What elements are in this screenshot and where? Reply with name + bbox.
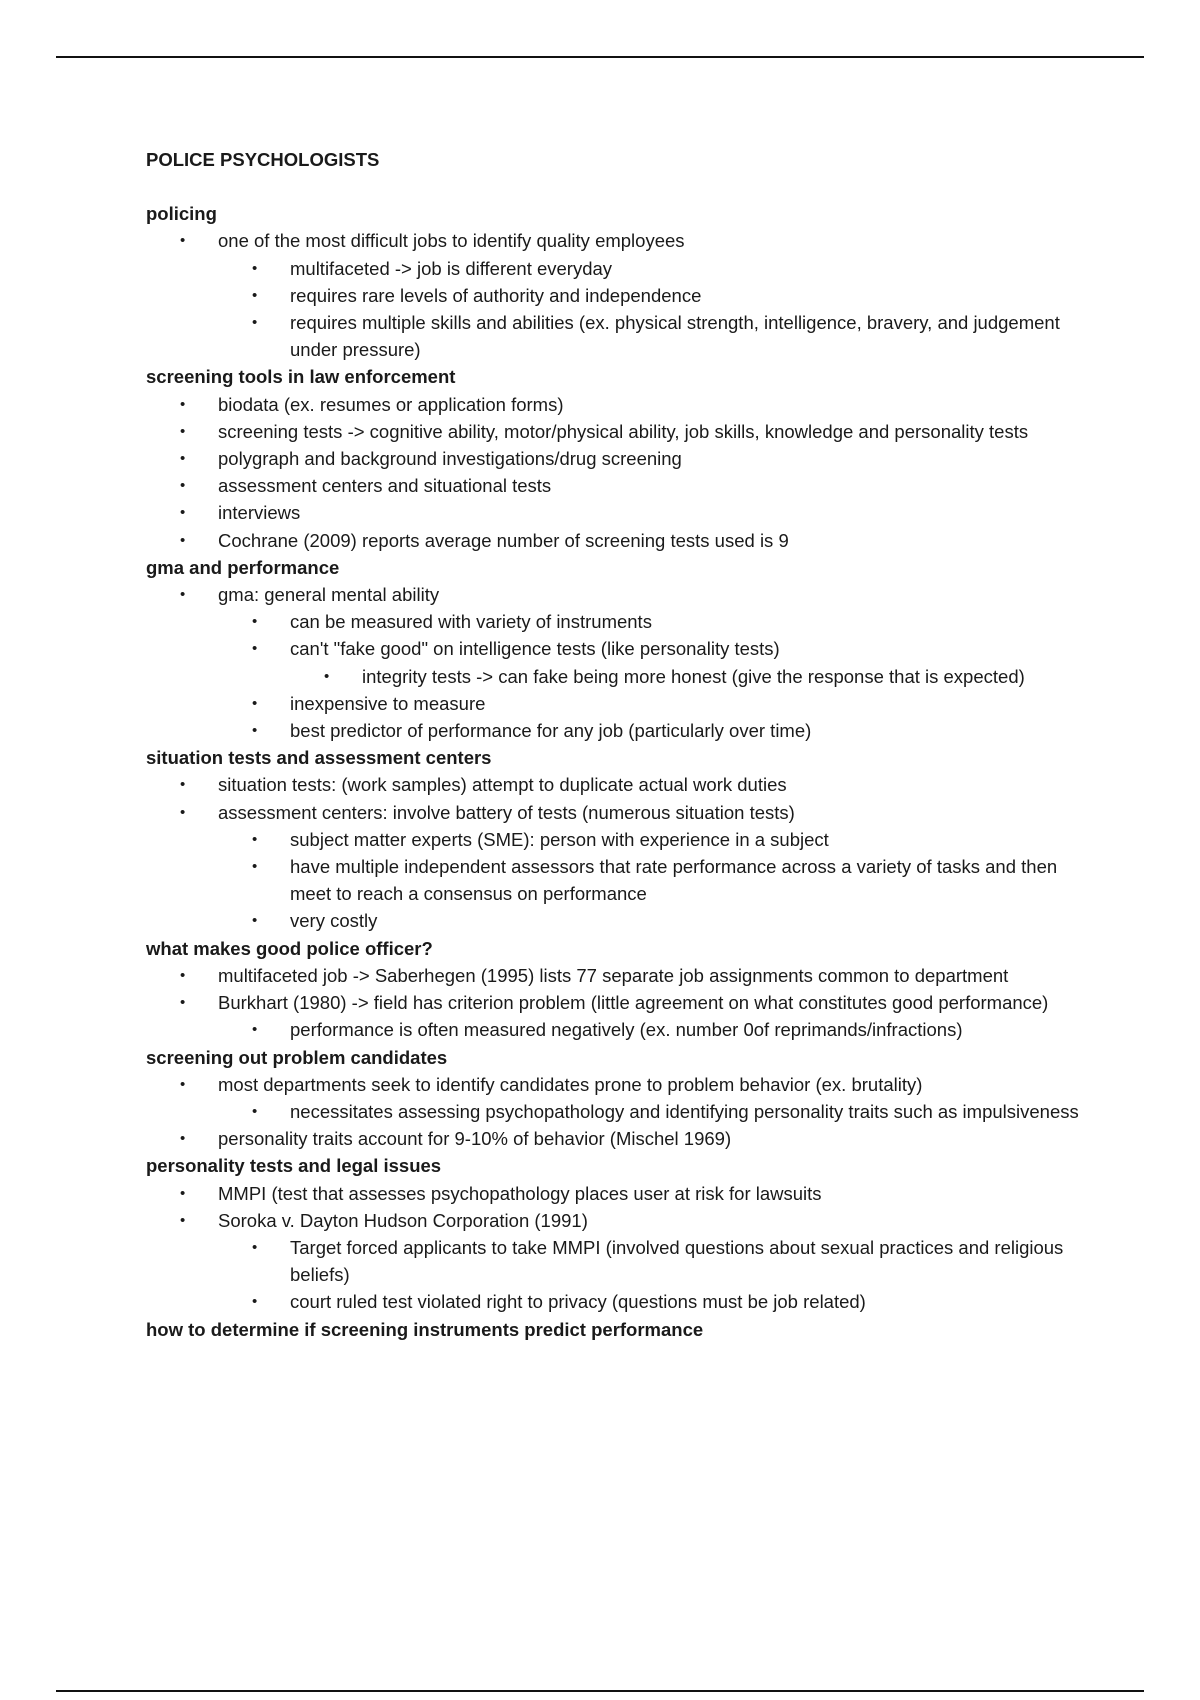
list-item-text: have multiple independent assessors that rate performance across a variety of tasks and then meet to reach a consensus on performance xyxy=(290,856,1058,905)
bullet-list xyxy=(146,227,1096,363)
bullet-icon: • xyxy=(252,912,258,930)
list-item-text: one of the most difficult jobs to identify quality employees xyxy=(218,230,685,252)
list-item-text: requires rare levels of authority and independence xyxy=(290,284,702,306)
list-item-text: assessment centers: involve battery of tests (numerous situation tests) xyxy=(218,801,795,823)
list-item xyxy=(146,853,1096,907)
list-item-text: court ruled test violated right to privacy (questions must be job related) xyxy=(290,1291,866,1313)
bullet-icon: • xyxy=(252,694,258,712)
bullet-icon: • xyxy=(180,966,186,984)
bullet-icon: • xyxy=(180,422,186,440)
section-heading: personality tests and legal issues xyxy=(146,1155,442,1177)
bullet-icon: • xyxy=(180,1184,186,1202)
list-item-text: very costly xyxy=(290,910,378,932)
top-rule xyxy=(56,56,1144,58)
list-item xyxy=(146,309,1096,363)
section-heading: what makes good police officer? xyxy=(146,937,433,959)
list-item-text: can be measured with variety of instruments xyxy=(290,611,652,633)
list-item-text: necessitates assessing psychopathology and identifying personality traits such as impulsiveness xyxy=(290,1100,1079,1122)
bullet-icon: • xyxy=(180,232,186,250)
list-item xyxy=(146,499,1096,526)
list-item xyxy=(146,445,1096,472)
list-item xyxy=(146,907,1096,934)
section-heading: how to determine if screening instruments predict performance xyxy=(146,1318,704,1340)
bullet-icon: • xyxy=(180,395,186,413)
bullet-icon: • xyxy=(180,1075,186,1093)
bullet-icon: • xyxy=(252,1021,258,1039)
section-heading: situation tests and assessment centers xyxy=(146,747,492,769)
bullet-icon: • xyxy=(252,1293,258,1311)
bullet-list xyxy=(146,1180,1096,1316)
list-item xyxy=(146,472,1096,499)
list-item xyxy=(146,690,1096,717)
list-item xyxy=(146,771,1096,798)
list-item-text: best predictor of performance for any job (particularly over time) xyxy=(290,720,812,742)
list-item xyxy=(146,799,1096,826)
list-item-text: subject matter experts (SME): person with experience in a subject xyxy=(290,828,829,850)
bullet-icon: • xyxy=(180,776,186,794)
list-item-text: performance is often measured negatively (ex. number 0of reprimands/infractions) xyxy=(290,1019,963,1041)
list-item xyxy=(146,1016,1096,1043)
list-item-text: MMPI (test that assesses psychopathology places user at risk for lawsuits xyxy=(218,1182,822,1204)
list-item-text: can't "fake good" on intelligence tests (like personality tests) xyxy=(290,638,780,660)
list-item xyxy=(146,1207,1096,1234)
bullet-icon: • xyxy=(180,450,186,468)
list-item-text: assessment centers and situational tests xyxy=(218,475,552,497)
list-item-text: inexpensive to measure xyxy=(290,692,486,714)
section-heading: policing xyxy=(146,203,217,225)
sections-container xyxy=(146,200,1096,1343)
bullet-icon: • xyxy=(324,667,330,685)
bullet-list xyxy=(146,962,1096,1044)
list-item-text: Burkhart (1980) -> field has criterion problem (little agreement on what constitutes good performance) xyxy=(218,992,1049,1014)
list-item xyxy=(146,581,1096,608)
list-item xyxy=(146,391,1096,418)
list-item xyxy=(146,663,1096,690)
list-item xyxy=(146,418,1096,445)
bullet-icon: • xyxy=(252,830,258,848)
bullet-icon: • xyxy=(252,858,258,876)
list-item xyxy=(146,1071,1096,1098)
document-body xyxy=(146,146,1096,1343)
list-item-text: polygraph and background investigations/drug screening xyxy=(218,448,682,470)
bullet-list xyxy=(146,391,1096,554)
list-item xyxy=(146,989,1096,1016)
list-item xyxy=(146,527,1096,554)
list-item xyxy=(146,962,1096,989)
bullet-list xyxy=(146,581,1096,744)
list-item xyxy=(146,282,1096,309)
list-item xyxy=(146,255,1096,282)
section-heading: screening out problem candidates xyxy=(146,1046,448,1068)
list-item xyxy=(146,1234,1096,1288)
list-item-text: screening tests -> cognitive ability, motor/physical ability, job skills, knowledge and personality tests xyxy=(218,420,1029,442)
section-heading: gma and performance xyxy=(146,556,340,578)
list-item xyxy=(146,717,1096,744)
list-item xyxy=(146,1180,1096,1207)
list-item-text: Cochrane (2009) reports average number of screening tests used is 9 xyxy=(218,529,789,551)
bullet-icon: • xyxy=(252,1102,258,1120)
bullet-icon: • xyxy=(252,259,258,277)
list-item-text: Target forced applicants to take MMPI (involved questions about sexual practices and religious beliefs) xyxy=(290,1236,1064,1286)
list-item xyxy=(146,227,1096,254)
bullet-icon: • xyxy=(180,531,186,549)
bullet-icon: • xyxy=(180,803,186,821)
bullet-icon: • xyxy=(252,286,258,304)
list-item xyxy=(146,1125,1096,1152)
list-item xyxy=(146,1288,1096,1315)
bullet-icon: • xyxy=(180,1211,186,1229)
list-item-text: biodata (ex. resumes or application forms) xyxy=(218,393,564,415)
list-item-text: gma: general mental ability xyxy=(218,584,440,606)
list-item-text: multifaceted -> job is different everyday xyxy=(290,257,613,279)
list-item xyxy=(146,635,1096,662)
section-heading: screening tools in law enforcement xyxy=(146,366,456,388)
list-item-text: situation tests: (work samples) attempt to duplicate actual work duties xyxy=(218,774,787,796)
list-item-text: requires multiple skills and abilities (ex. physical strength, intelligence, bravery, and judgement under pressure) xyxy=(290,312,1060,361)
list-item-text: most departments seek to identify candidates prone to problem behavior (ex. brutality) xyxy=(218,1073,923,1095)
bullet-icon: • xyxy=(252,613,258,631)
list-item xyxy=(146,826,1096,853)
bullet-icon: • xyxy=(252,314,258,332)
bullet-icon: • xyxy=(180,994,186,1012)
list-item-text: interviews xyxy=(218,502,301,524)
bullet-icon: • xyxy=(180,477,186,495)
bullet-icon: • xyxy=(252,640,258,658)
list-item-text: multifaceted job -> Saberhegen (1995) lists 77 separate job assignments common to department xyxy=(218,964,1009,986)
bullet-icon: • xyxy=(180,586,186,604)
bullet-icon: • xyxy=(252,1238,258,1256)
list-item xyxy=(146,608,1096,635)
bullet-list xyxy=(146,1071,1096,1153)
list-item-text: personality traits account for 9-10% of behavior (Mischel 1969) xyxy=(218,1128,732,1150)
bottom-rule xyxy=(56,1690,1144,1692)
list-item-text: integrity tests -> can fake being more honest (give the response that is expected) xyxy=(362,665,1025,687)
list-item xyxy=(146,1098,1096,1125)
bullet-icon: • xyxy=(252,722,258,740)
bullet-list xyxy=(146,771,1096,934)
page-title: POLICE PSYCHOLOGISTS xyxy=(146,149,380,170)
bullet-icon: • xyxy=(180,504,186,522)
bullet-icon: • xyxy=(180,1130,186,1148)
list-item-text: Soroka v. Dayton Hudson Corporation (1991) xyxy=(218,1209,588,1231)
